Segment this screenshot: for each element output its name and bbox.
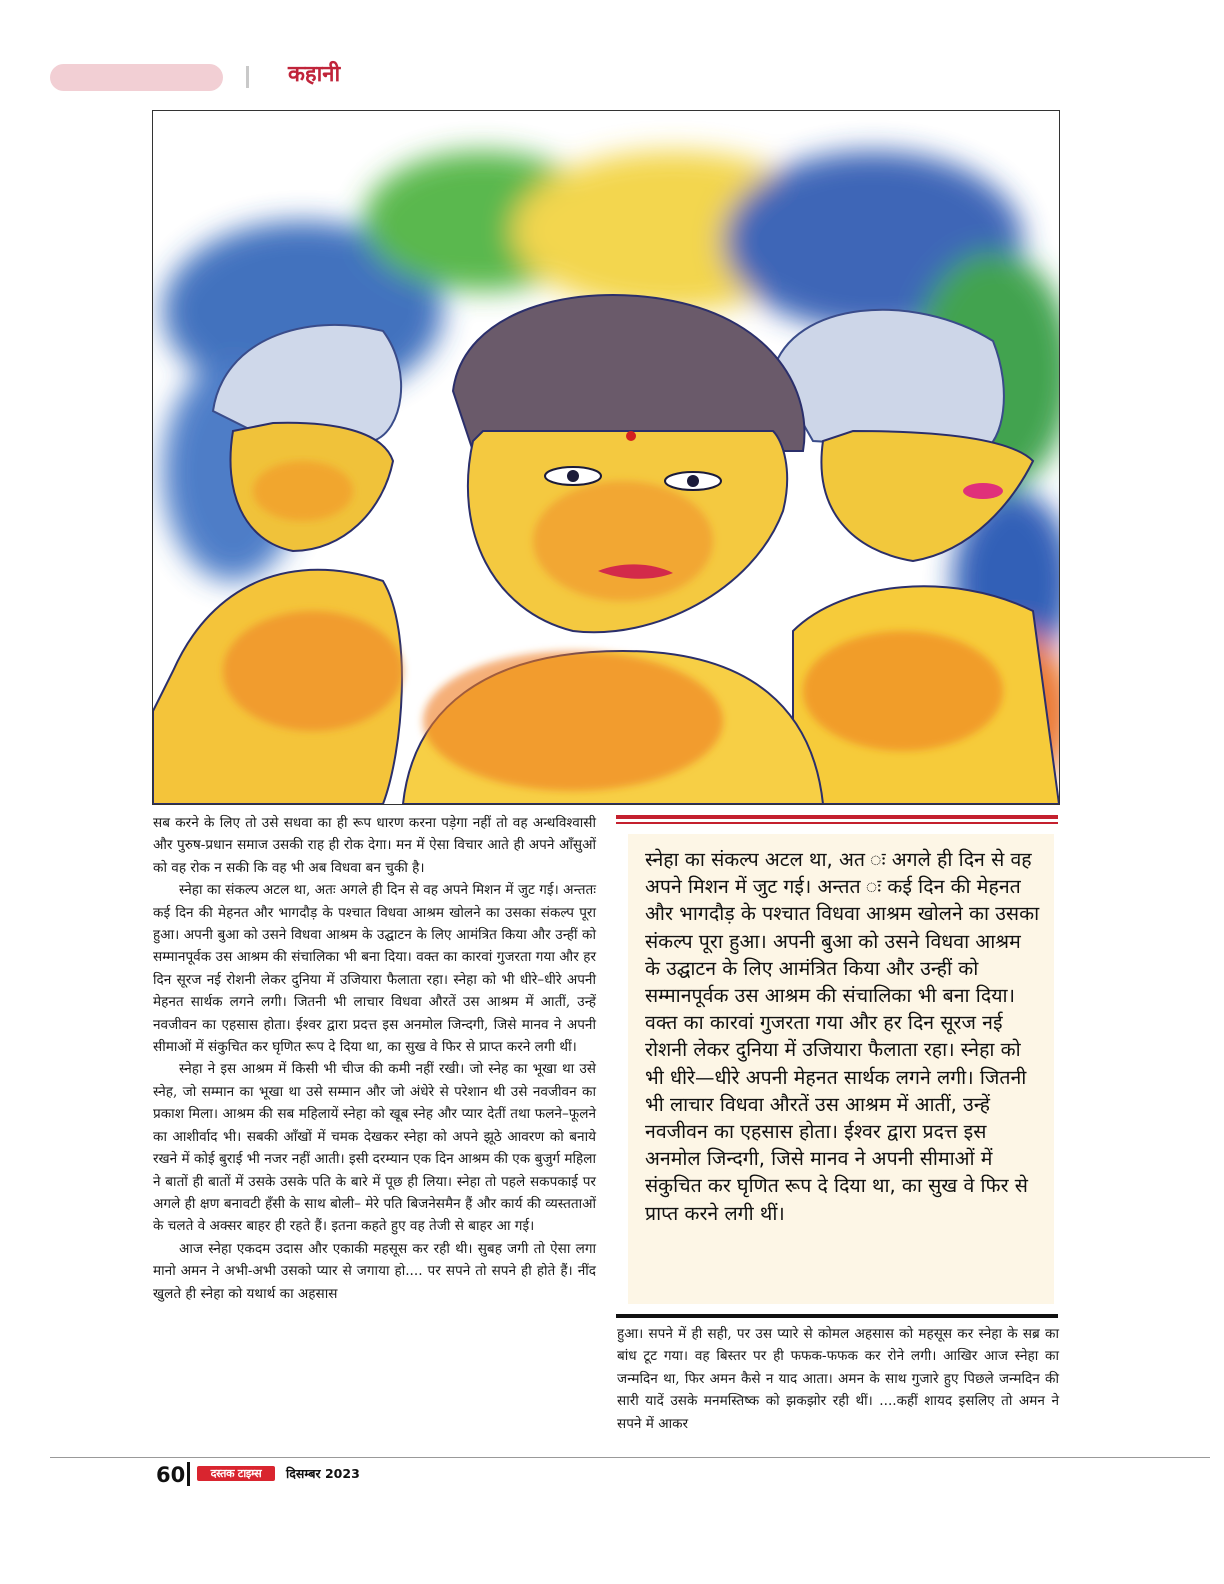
section-label: कहानी	[288, 62, 341, 87]
issue-date: दिसम्बर 2023	[286, 1466, 360, 1481]
footer-rule	[50, 1457, 1210, 1458]
article-paragraph: सब करने के लिए तो उसे सधवा का ही रूप धारण करना पड़ेगा नहीं तो वह अन्धविश्वासी और पुरुष-प्रधान समाज उसकी राह ही रोक देगा। मन में ऐसा विचार आते ही अपने आँसुओं को वह रोक न सकी कि वह भी अब विधवा बन चुकी है।	[153, 815, 596, 876]
story-illustration	[152, 110, 1060, 805]
left-article-column	[153, 812, 596, 1305]
pull-quote-top-rule-thin	[616, 822, 1058, 824]
article-paragraph: हुआ। सपने में ही सही, पर उस प्यारे से कोमल अहसास को महसूस कर स्नेहा के सब्र का बांध टूट गया। वह बिस्तर पर ही फफक-फफक कर रोने लगी। आखिर आज स्नेहा का जन्मदिन था, फिर अमन कैसे न याद आता। अमन के साथ गुजारे हुए पिछले जन्मदिन की सारी यादें उसके मनमस्तिष्क को झकझोर रही थीं। ....कहीं शायद इसलिए तो अमन ने सपने में आकर	[617, 1326, 1059, 1432]
page-number-divider	[187, 1462, 190, 1486]
article-paragraph: स्नेहा का संकल्प अटल था, अतः अगले ही दिन से वह अपने मिशन में जुट गई। अन्ततः कई दिन की मेहनत और भागदौड़ के पश्चात विधवा आश्रम खोलने का उसका संकल्प पूरा हुआ। अपनी बुआ को उसने विधवा आश्रम के उद्घाटन के लिए आमंत्रित किया और उन्हीं को सम्मानपूर्वक उस आश्रम की संचालिका भी बना दिया। वक्त का कारवां गुजरता गया और हर दिन सूरज नई रोशनी लेकर दुनिया में उजियारा फैलाता रहा। स्नेहा को भी धीरे–धीरे अपनी मेहनत सार्थक लगने लगी। जितनी भी लाचार विधवा औरतें उस आश्रम में आतीं, उन्हें नवजीवन का एहसास होता। ईश्वर द्वारा प्रदत्त इस अनमोल जिन्दगी, जिसे मानव ने अपनी सीमाओं में संकुचित कर घृणित रूप दे दिया था, का सुख वे फिर से प्राप्त करने लगी थीं।	[153, 882, 596, 1056]
section-tab-pill	[50, 64, 223, 91]
pull-quote-text: स्नेहा का संकल्प अटल था, अत ः अगले ही दिन से वह अपने मिशन में जुट गई। अन्तत ः कई दिन की मेहनत और भागदौड़ के पश्चात विधवा आश्रम खोलने का उसका संकल्प पूरा हुआ। अपनी बुआ को उसने विधवा आश्रम के उद्घाटन के लिए आमंत्रित किया और उन्हीं को सम्मानपूर्वक उस आश्रम की संचालिका भी बना दिया। वक्त का कारवां गुजरता गया और हर दिन सूरज नई रोशनी लेकर दुनिया में उजियारा फैलाता रहा। स्नेहा को भी धीरे—धीरे अपनी मेहनत सार्थक लगने लगी। जितनी भी लाचार विधवा औरतें उस आश्रम में आतीं, उन्हें नवजीवन का एहसास होता। ईश्वर द्वारा प्रदत्त इस अनमोल जिन्दगी, जिसे मानव ने अपनी सीमाओं में संकुचित कर घृणित रूप दे दिया था, का सुख वे फिर से प्राप्त करने लगी थीं।	[645, 848, 1040, 1225]
right-article-column	[617, 1323, 1059, 1435]
pull-quote-bottom-rule	[616, 1314, 1058, 1318]
section-divider	[246, 66, 249, 88]
page-number: 60	[156, 1463, 186, 1487]
magazine-logo: दस्तक टाइम्स	[197, 1466, 275, 1481]
watercolor-three-women-illustration-icon	[153, 111, 1059, 804]
pull-quote-top-rule	[616, 815, 1058, 819]
article-paragraph: स्नेहा ने इस आश्रम में किसी भी चीज की कमी नहीं रखी। जो स्नेह का भूखा था उसे स्नेह, जो सम्मान का भूखा था उसे सम्मान और जो अंधेरे से परेशान थी उसे नवजीवन का प्रकाश मिला। आश्रम की सब महिलायें स्नेहा को खूब स्नेह और प्यार देतीं तथा फलने–फूलने का आशीर्वाद भी। सबकी आँखों में चमक देखकर स्नेहा को अपने झूठे आवरण को बनाये रखने में कोई बुराई भी नजर नहीं आती। इसी दरम्यान एक दिन आश्रम की एक बुजुर्ग महिला ने बातों ही बातों में उसके उसके पति के बारे में पूछ ही लिया। स्नेहा तो पहले सकपकाई पर अगले ही क्षण बनावटी हँसी के साथ बोली– मेरे पति बिजनेसमैन हैं और कार्य की व्यस्तताओं के चलते वे अक्सर बाहर ही रहते हैं। इतना कहते हुए वह तेजी से बाहर आ गई।	[153, 1061, 596, 1235]
article-paragraph: आज स्नेहा एकदम उदास और एकाकी महसूस कर रही थी। सुबह जगी तो ऐसा लगा मानो अमन ने अभी-अभी उसको प्यार से जगाया हो.... पर सपने तो सपने ही होते हैं। नींद खुलते ही स्नेहा को यथार्थ का अहसास	[153, 1240, 596, 1302]
